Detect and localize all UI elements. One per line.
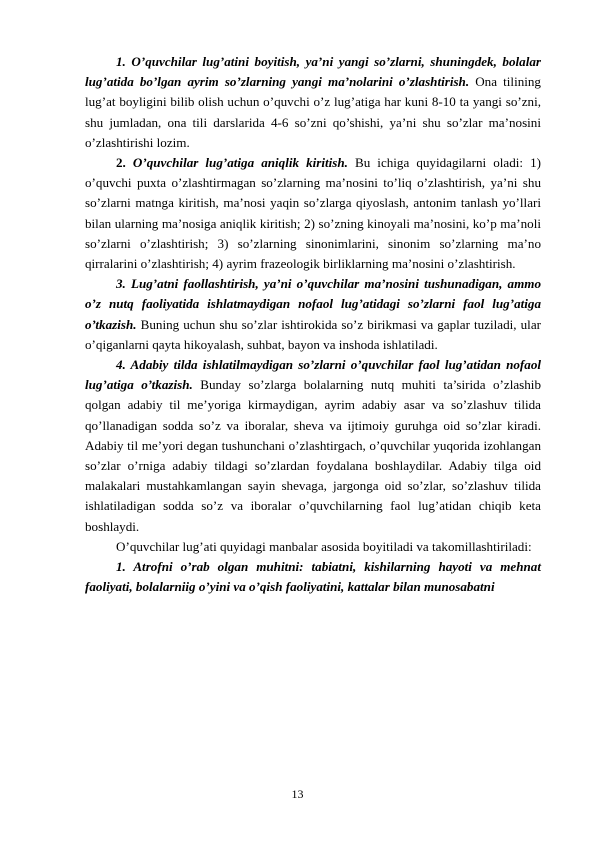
paragraph-3-heading: 3. Lug’atni faollashtirish, ya’ni o’quvchilar ma’nosini tushunadigan, ammo o’z nutq faoliyatida ishlatmaydigan nofaol lug’atidagi so’zlarni faol lug’atiga o’tkazish. (85, 276, 541, 332)
paragraph-5 (85, 537, 541, 557)
paragraph-2-number: 2. (116, 155, 126, 171)
paragraph-4-text: Bunday so’zlarga bolalarning nutq muhiti ta’sirida o’zlashib qolgan adabiy til me’yoriga kirmaydigan, ayrim adabiy asar va so’zlashuv tilida qo’llanadigan sodda so’z va iboralar, sheva va ijtimoiy guruhga oid so’zlar kiradi. Adabiy til me’yori degan tushunchani o’zlashtirgach, o’quvchilar yuqorida izohlangan so’zlar o’rniga adabiy tildagi so’zlardan foydalana boshlaydilar. Adabiy tilga oid malakalari mustahkamlangan sayin shevaga, jargonga oid so’zlar, so’zlashuv tilida ishlatiladigan sodda so’z va iboralar o’quvchilarning faol lug’atidan chiqib keta boshlaydi. (85, 377, 541, 534)
paragraph-2 (85, 153, 541, 274)
paragraph-4-heading: 4. Adabiy tilda ishlatilmaydigan so’zlarni o’quvchilar faol lug’atidan nofaol lug’atiga o’tkazish. (85, 357, 541, 393)
paragraph-6-heading: 1. Atrofni o’rab olgan muhitni: tabiatni, kishilarning hayoti va mehnat faoliyati, bolalarniig o’yini va o’qish faoliyatini, kattalar bilan munosabatni (85, 559, 541, 595)
page-number: 13 (291, 787, 304, 801)
paragraph-1-text: Ona tilining lug’at boyligini bilib olish uchun o’quvchi o’z lug’atiga har kuni 8-10 ta yangi so’zni, shu jumladan, ona tili darslarida 4-6 so’zni qo’shishi, ya’ni shu so’zlar ma’nosini o’zlashtirishi lozim. (85, 74, 541, 150)
paragraph-4 (85, 355, 541, 537)
paragraph-2-text: Bu ichiga quyidagilarni oladi: 1) o’quvchi puxta o’zlashtirmagan so’zlarning ma’nosini to’liq o’zlashtirish, ya’ni shu so’zlarni matnga kiritish, ma’nosi yaqin so’zlarga qiyoslash, antonim tanlash yo’llari bilan ularning ma’nosiga aniqlik kiritish; 2) so’zning kinoyali ma’nosini, ko’p ma’noli so’zlarni o’zlashtirish; 3) so’zlarning sinonimlarini, sinonim so’zlarning ma’no qirralarini o’zlashtirish; 4) ayrim frazeologik birliklarning ma’nosini o’zlashtirish. (85, 155, 541, 272)
paragraph-3-text: Buning uchun shu so’zlar ishtirokida so’z birikmasi va gaplar tuziladi, ular o’qiganlarni qayta hikoyalash, suhbat, bayon va inshoda ishlatiladi. (85, 316, 541, 352)
paragraph-1-heading: 1. O’quvchilar lug’atini boyitish, ya’ni yangi so’zlarni, shuningdek, bolalar lug’atida bo’lgan ayrim so’zlarning yangi ma’nolarini o’zlashtirish. (85, 54, 541, 90)
document-page (85, 52, 541, 597)
paragraph-2-heading: O’quvchilar lug’atiga aniqlik kiritish. (125, 155, 348, 171)
paragraph-3 (85, 274, 541, 355)
paragraph-6 (85, 557, 541, 597)
paragraph-1 (85, 52, 541, 153)
paragraph-5-text: O’quvchilar lug’ati quyidagi manbalar asosida boyitiladi va takomillashtiriladi: (116, 538, 532, 554)
